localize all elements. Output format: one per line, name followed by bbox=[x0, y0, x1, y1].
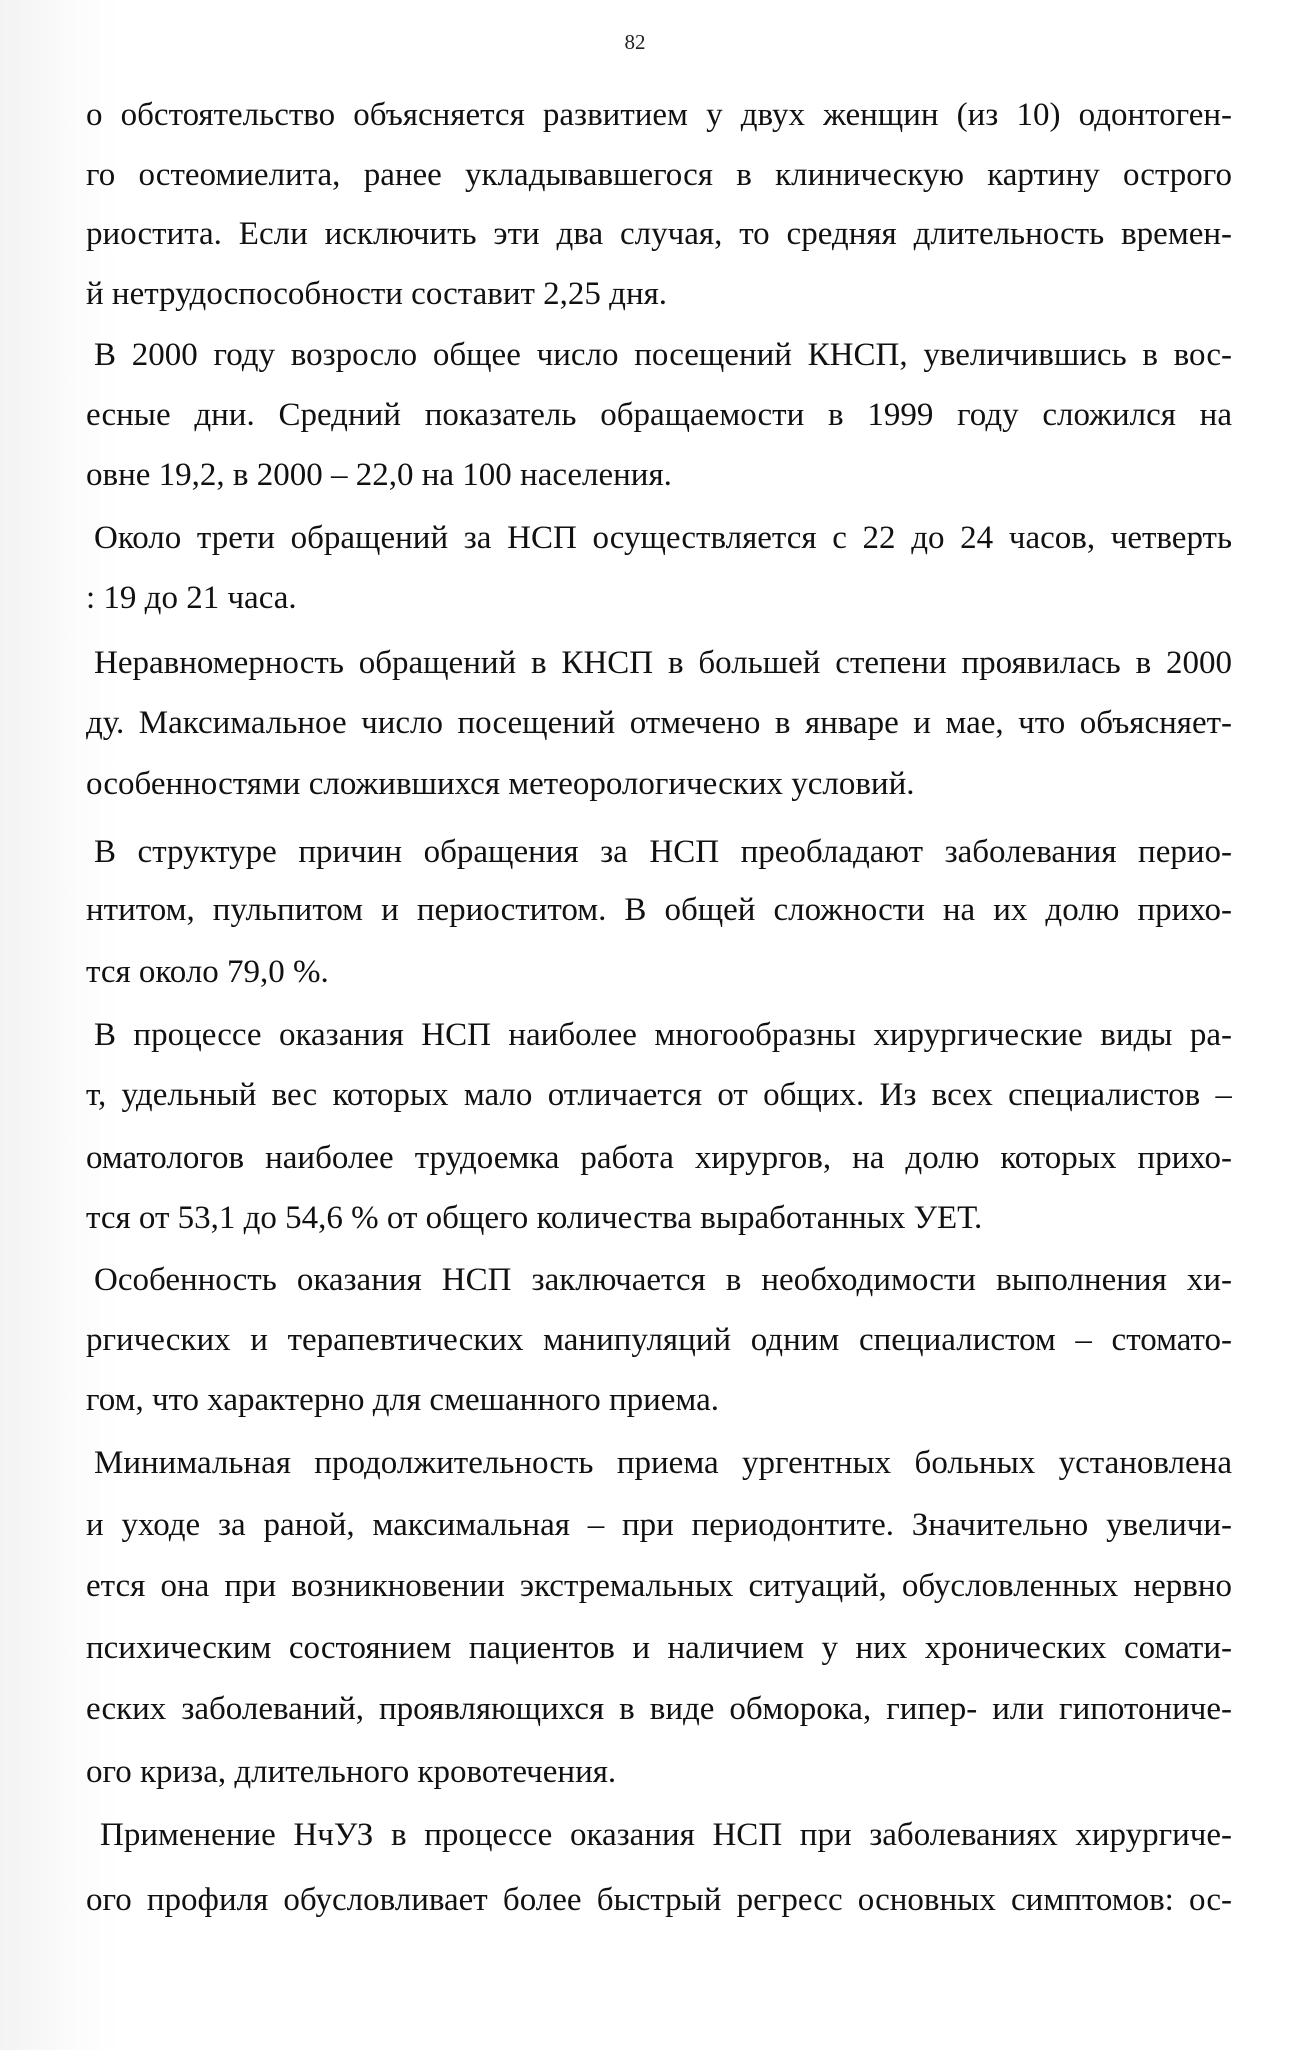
text-line: риостита. Если исключить эти два случая, то средняя длительность времен- bbox=[86, 216, 1232, 252]
text-line: гом, что характерно для смешанного приема. bbox=[86, 1382, 719, 1418]
text-line: Минимальная продолжительность приема ургентных больных установлена bbox=[94, 1445, 1232, 1481]
text-line: есные дни. Средний показатель обращаемости в 1999 году сложился на bbox=[86, 397, 1232, 433]
page-number: 82 bbox=[624, 30, 646, 54]
text-line: Около трети обращений за НСП осуществляется с 22 до 24 часов, четверть bbox=[94, 520, 1232, 556]
text-line: В структуре причин обращения за НСП преобладают заболевания перио- bbox=[94, 834, 1232, 870]
text-line: нтитом, пульпитом и периоститом. В общей сложности на их долю прихо- bbox=[86, 892, 1232, 928]
text-line: т, удельный вес которых мало отличается от общих. Из всех специалистов – bbox=[86, 1077, 1232, 1113]
text-line: Особенность оказания НСП заключается в необходимости выполнения хи- bbox=[94, 1262, 1232, 1298]
text-line: В процессе оказания НСП наиболее многообразны хирургические виды ра- bbox=[94, 1017, 1232, 1053]
text-line: особенностями сложившихся метеорологических условий. bbox=[86, 766, 915, 802]
text-line: й нетрудоспособности составит 2,25 дня. bbox=[86, 276, 668, 312]
text-line: Неравномерность обращений в КНСП в большей степени проявилась в 2000 bbox=[94, 645, 1232, 681]
text-line: психическим состоянием пациентов и наличием у них хронических сомати- bbox=[86, 1630, 1232, 1666]
text-line: ется она при возникновении экстремальных ситуаций, обусловленных нервно bbox=[86, 1568, 1232, 1604]
text-line: овне 19,2, в 2000 – 22,0 на 100 населения. bbox=[86, 457, 672, 493]
text-line: тся от 53,1 до 54,6 % от общего количества выработанных УЕТ. bbox=[86, 1200, 983, 1236]
text-line: В 2000 году возросло общее число посещений КНСП, увеличившись в вос- bbox=[94, 337, 1232, 373]
text-line: еских заболеваний, проявляющихся в виде обморока, гипер- или гипотониче- bbox=[86, 1691, 1232, 1727]
text-line: Применение НчУЗ в процессе оказания НСП при заболеваниях хирургиче- bbox=[100, 1817, 1232, 1853]
text-line: тся около 79,0 %. bbox=[86, 954, 329, 990]
text-line: о обстоятельство объясняется развитием у двух женщин (из 10) одонтоген- bbox=[86, 97, 1232, 133]
text-line: : 19 до 21 часа. bbox=[86, 580, 297, 616]
text-line: и уходе за раной, максимальная – при периодонтите. Значительно увеличи- bbox=[86, 1507, 1232, 1543]
text-line: ого криза, длительного кровотечения. bbox=[86, 1754, 617, 1790]
text-line: ого профиля обусловливает более быстрый регресс основных симптомов: ос- bbox=[86, 1882, 1232, 1918]
text-line: оматологов наиболее трудоемка работа хирургов, на долю которых прихо- bbox=[86, 1140, 1232, 1176]
text-line: ргических и терапевтических манипуляций одним специалистом – стомато- bbox=[86, 1322, 1232, 1358]
text-line: го остеомиелита, ранее укладывавшегося в клиническую картину острого bbox=[86, 157, 1232, 193]
text-line: ду. Максимальное число посещений отмечено в январе и мае, что объясняет- bbox=[86, 705, 1232, 741]
